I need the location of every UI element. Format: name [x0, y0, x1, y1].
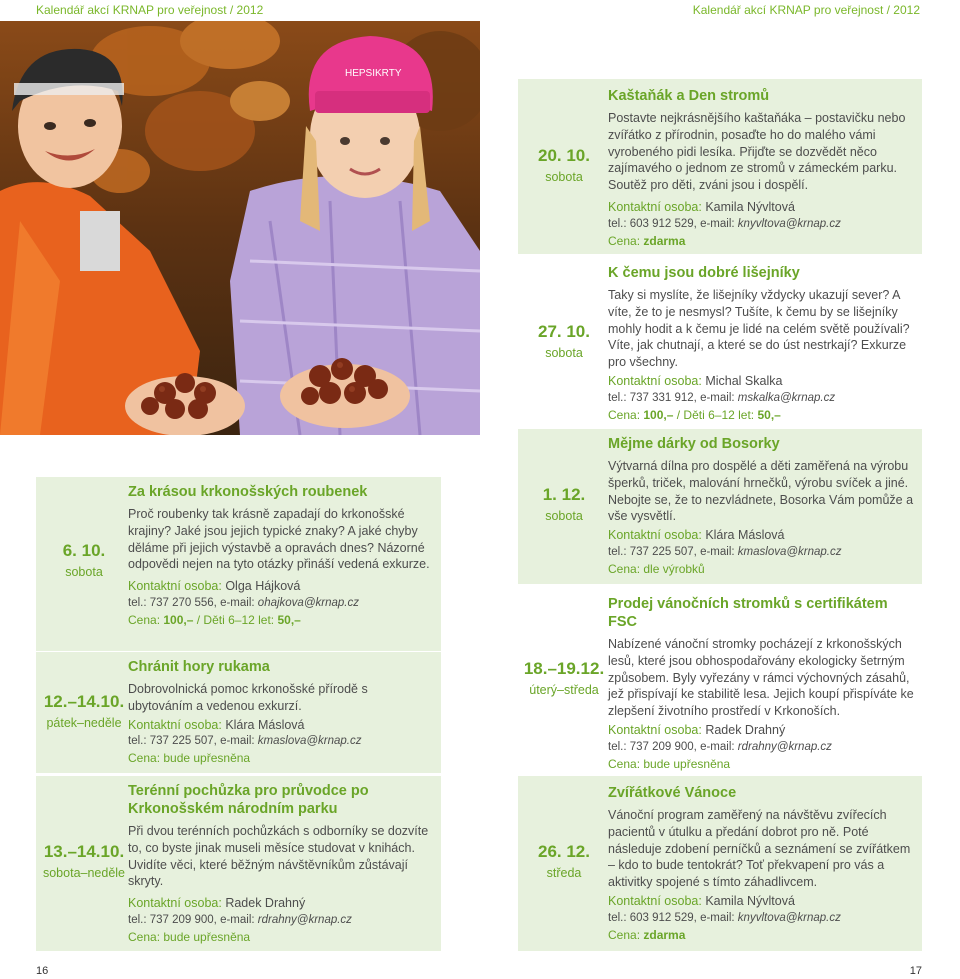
- event-weekday: sobota: [545, 346, 583, 360]
- event-date: 27. 10.: [538, 322, 590, 341]
- page-number-left: 16: [36, 965, 49, 977]
- event-title: Kaštaňák a Den stromů: [608, 88, 770, 104]
- event-price: Cena: bude upřesněna: [608, 756, 731, 771]
- event-contact: Kontaktní osoba: Klára Máslová: [608, 528, 785, 543]
- hat-lettering: HEPSIKRTY: [345, 68, 402, 79]
- event-title: Chránit hory rukama: [128, 659, 270, 675]
- event-date: 18.–19.12.: [523, 659, 605, 678]
- event-title: Mějme dárky od Bosorky: [608, 436, 780, 452]
- event-weekday: sobota–neděle: [42, 866, 126, 880]
- event-price: Cena: 100,– / Děti 6–12 let: 50,–: [608, 407, 781, 422]
- page-number-right: 17: [909, 965, 922, 977]
- email-link[interactable]: kmaslova@krnap.cz: [257, 735, 362, 748]
- event-description: Postavte nejkrásnějšího kaštaňáka – postavičku nebo zvířátko z přírodnin, posaďte ho do malého vámi vyrobeného pidi lesíka. Přijďte se dozvědět něco zajímavého o jednom ze stromů v zámeckém parku. Soutěž pro děti, zváni jsou i dospělí.: [608, 111, 906, 193]
- event-description: Taky si myslíte, že lišejníky vždycky ukazují sever? A víte, že to je nesmysl? Tušíte, k čemu by se lišejníky mohly hodit a k čemu je lidé na celém světě používali? Víte, jak chutnají, a které se do úst nestrkají? Exkurze pro všechny.: [608, 288, 910, 370]
- event-date: 13.–14.10.: [43, 842, 125, 861]
- event-phone: tel.: 603 912 529, e-mail: knyvltova@krnap.cz: [608, 911, 841, 924]
- event-price: Cena: bude upřesněna: [128, 929, 251, 944]
- event-price: Cena: zdarma: [608, 233, 686, 248]
- event-phone: tel.: 737 270 556, e-mail: ohajkova@krnap.cz: [128, 596, 359, 609]
- event-right-4: [518, 587, 922, 773]
- event-contact: Kontaktní osoba: Michal Skalka: [608, 373, 783, 388]
- event-phone: tel.: 737 225 507, e-mail: kmaslova@krnap.cz: [128, 735, 362, 748]
- event-date: 6. 10.: [62, 541, 106, 560]
- email-link[interactable]: rdrahny@krnap.cz: [257, 913, 352, 926]
- event-description: Proč roubenky tak krásně zapadají do krkonošské krajiny? Jaké jsou jejich typické znaky? A jaké chyby děláme při jejich výstavbě a opravách dnes? Názorné odpovědi nejen na tyto otázky přináší vedená exkurze.: [128, 507, 430, 572]
- event-weekday: sobota: [545, 509, 583, 523]
- event-right-3: [518, 429, 922, 584]
- event-title: Terénní pochůzka pro průvodce po Krkonošském národním parku: [128, 783, 369, 817]
- event-title: Zvířátkové Vánoce: [608, 785, 737, 801]
- event-contact: Kontaktní osoba: Kamila Nývltová: [608, 893, 795, 908]
- event-date: 26. 12.: [538, 842, 590, 861]
- event-weekday: sobota: [65, 565, 103, 579]
- event-left-1: [36, 477, 441, 651]
- event-contact: Kontaktní osoba: Kamila Nývltová: [608, 199, 795, 214]
- email-link[interactable]: mskalka@krnap.cz: [737, 391, 836, 404]
- event-contact: Kontaktní osoba: Olga Hájková: [128, 579, 301, 594]
- event-left-3: [36, 776, 441, 951]
- event-contact: Kontaktní osoba: Radek Drahný: [608, 722, 786, 737]
- event-contact: Kontaktní osoba: Radek Drahný: [128, 896, 306, 911]
- event-phone: tel.: 737 209 900, e-mail: rdrahny@krnap.cz: [128, 913, 352, 926]
- event-description: Nabízené vánoční stromky pocházejí z krkonošských lesů, které jsou obhospodařovány ekologicky šetrným způsobem. Byly vyřezány v rámci výchovných zásahů, jež přispívají ke stabilitě lesa. Jejich koupí přispíváte ke zlepšení životního prostředí v Krkonoších.: [608, 637, 914, 719]
- event-phone: tel.: 737 225 507, e-mail: kmaslova@krnap.cz: [608, 545, 842, 558]
- email-link[interactable]: ohajkova@krnap.cz: [257, 596, 359, 609]
- event-title: Za krásou krkonošských roubenek: [128, 484, 368, 500]
- event-left-2: [36, 652, 441, 773]
- event-phone: tel.: 737 331 912, e-mail: mskalka@krnap.cz: [608, 391, 836, 404]
- email-link[interactable]: kmaslova@krnap.cz: [737, 545, 842, 558]
- event-title: Prodej vánočních stromků s certifikátem FSC: [608, 596, 888, 630]
- event-date: 20. 10.: [538, 146, 590, 165]
- event-title: K čemu jsou dobré lišejníky: [608, 265, 800, 281]
- running-header: [0, 0, 960, 19]
- event-right-1: [518, 79, 922, 254]
- event-phone: tel.: 737 209 900, e-mail: rdrahny@krnap.cz: [608, 740, 832, 753]
- header-right: Kalendář akcí KRNAP pro veřejnost / 2012: [692, 3, 920, 17]
- email-link[interactable]: knyvltova@krnap.cz: [737, 911, 841, 924]
- event-weekday: sobota: [545, 170, 583, 184]
- event-price: Cena: 100,– / Děti 6–12 let: 50,–: [128, 612, 301, 627]
- event-price: Cena: bude upřesněna: [128, 751, 251, 766]
- event-weekday: středa: [546, 866, 582, 880]
- event-weekday: úterý–středa: [529, 683, 599, 697]
- event-price: Cena: dle výrobků: [608, 561, 705, 576]
- children-chestnuts-photo: [0, 21, 480, 435]
- email-link[interactable]: knyvltova@krnap.cz: [737, 217, 841, 230]
- header-left: Kalendář akcí KRNAP pro veřejnost / 2012: [36, 3, 264, 17]
- event-price: Cena: zdarma: [608, 927, 686, 942]
- event-description: Při dvou terénních pochůzkách s odborníky se dozvíte to, co byste jinak museli měsíce studovat v knihách. Uvidíte věci, které běžným návštěvníkům zůstávají skryty.: [128, 824, 429, 889]
- event-date: 1. 12.: [542, 485, 586, 504]
- event-contact: Kontaktní osoba: Klára Máslová: [128, 717, 305, 732]
- event-weekday: pátek–neděle: [46, 716, 122, 730]
- event-date: 12.–14.10.: [43, 692, 125, 711]
- event-description: Vánoční program zaměřený na návštěvu zvířecích pacientů v útulku a předání dobrot pro ně. Poté následuje zdobení perníčků a seznámení se zvířátkem – kdo to bude tentokrát? Toť překvapení pro vás a aktivitky spojené s tímto záhadlivcem.: [608, 808, 911, 890]
- event-right-5: [518, 776, 922, 951]
- event-phone: tel.: 603 912 529, e-mail: knyvltova@krnap.cz: [608, 217, 841, 230]
- event-description: Dobrovolnická pomoc krkonošské přírodě s ubytováním a vedenou exkurzí.: [128, 682, 368, 713]
- event-description: Výtvarná dílna pro dospělé a děti zaměřená na výrobu šperků, triček, malování hrnečků, výrobu svíček a jiné. Nebojte se, že to nezvládnete, Bosorka Vám pomůže a vše vysvětlí.: [608, 459, 914, 524]
- event-right-2: [518, 256, 922, 426]
- email-link[interactable]: rdrahny@krnap.cz: [737, 740, 832, 753]
